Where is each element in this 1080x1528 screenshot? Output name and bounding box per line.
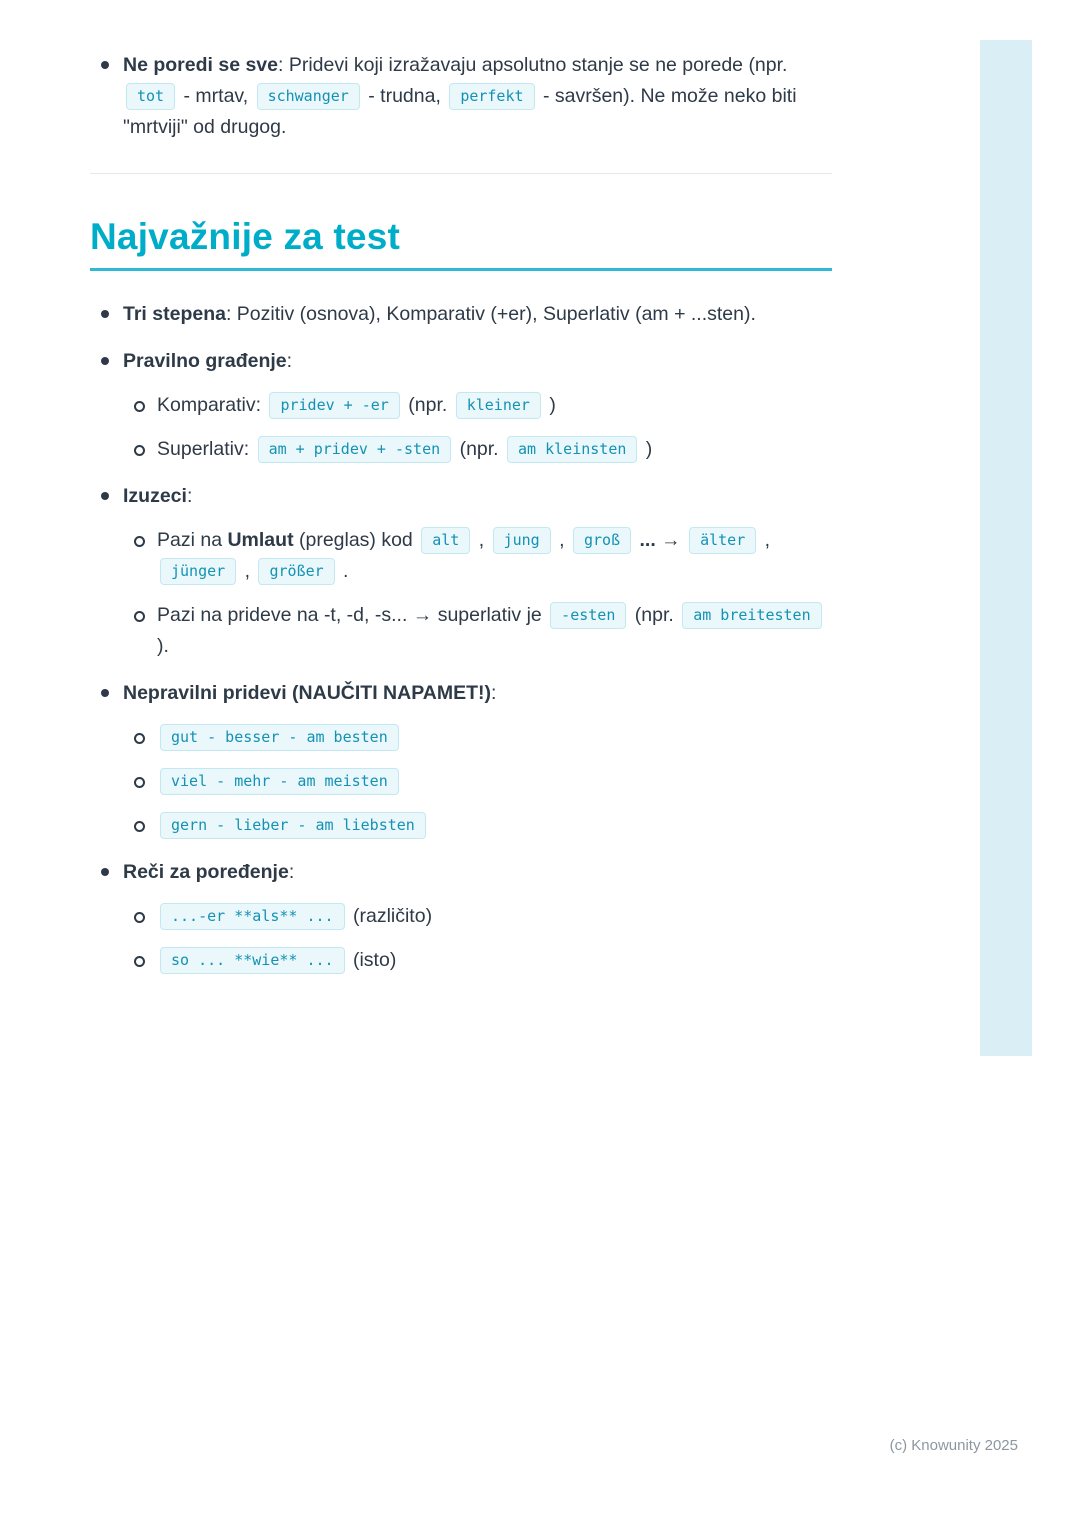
sub-bullet-item xyxy=(90,722,832,753)
item-text xyxy=(123,303,756,325)
text-run: (npr. xyxy=(402,394,453,416)
bullet-circle-marker xyxy=(134,912,145,923)
bullet-dot-marker xyxy=(101,357,109,365)
item-text xyxy=(157,394,556,416)
text-run: : xyxy=(186,485,193,507)
code-chip: am + pridev + -sten xyxy=(258,436,452,463)
item-text xyxy=(157,726,402,748)
bullet-item xyxy=(90,678,832,709)
bullet-circle-marker xyxy=(134,445,145,456)
section-title: Najvažnije za test xyxy=(90,216,401,257)
code-chip: älter xyxy=(689,527,756,554)
code-chip: so ... **wie** ... xyxy=(160,947,345,974)
item-text xyxy=(157,905,432,927)
sub-bullet-item xyxy=(90,390,832,421)
text-run: ). xyxy=(157,635,169,657)
bullet-dot-marker xyxy=(101,61,109,69)
code-chip: jünger xyxy=(160,558,236,585)
side-strip xyxy=(980,40,1032,1056)
bold-text: Reči za poređenje xyxy=(123,861,289,883)
sub-bullet-item xyxy=(90,901,832,932)
code-chip: gern - lieber - am liebsten xyxy=(160,812,426,839)
text-run: Komparativ: xyxy=(157,394,267,416)
bullet-circle-marker xyxy=(134,821,145,832)
text-run: (različito) xyxy=(347,905,433,927)
text-run: - mrtav, xyxy=(178,85,254,107)
bold-text: Pravilno građenje xyxy=(123,350,287,372)
bold-text: Ne poredi se sve xyxy=(123,54,278,76)
item-text xyxy=(157,814,429,836)
code-chip: kleiner xyxy=(456,392,541,419)
text-run: Superlativ: xyxy=(157,438,255,460)
text-run: , xyxy=(553,529,570,551)
code-chip: alt xyxy=(421,527,470,554)
item-text xyxy=(123,350,292,372)
bold-text: Nepravilni pridevi (NAUČITI NAPAMET!) xyxy=(123,682,491,704)
code-chip: groß xyxy=(573,527,631,554)
item-text xyxy=(157,604,825,657)
text-run: Pazi na prideve na -t, -d, -s... → superlativ je xyxy=(157,604,548,626)
item-text xyxy=(157,949,396,971)
text-run: (preglas) kod xyxy=(293,529,419,551)
text-run: (npr. xyxy=(454,438,505,460)
item-text xyxy=(123,485,192,507)
bullet-dot-marker xyxy=(101,492,109,500)
text-run: (npr. xyxy=(629,604,680,626)
bullet-item xyxy=(90,50,832,143)
code-chip: ...-er **als** ... xyxy=(160,903,345,930)
code-chip: gut - besser - am besten xyxy=(160,724,399,751)
code-chip: viel - mehr - am meisten xyxy=(160,768,399,795)
bullet-circle-marker xyxy=(134,956,145,967)
sub-bullet-item xyxy=(90,525,832,587)
intro-list xyxy=(90,50,832,143)
text-run: : xyxy=(288,861,295,883)
code-chip: tot xyxy=(126,83,175,110)
bullet-circle-marker xyxy=(134,777,145,788)
sub-bullet-item xyxy=(90,600,832,662)
text-run: → xyxy=(655,529,687,551)
bold-text: Umlaut xyxy=(227,529,294,551)
sub-bullet-item xyxy=(90,766,832,797)
sub-bullet-item xyxy=(90,945,832,976)
text-run: : xyxy=(286,350,293,372)
item-text xyxy=(123,54,797,138)
text-run: - savršen). Ne može neko biti "mrtviji" od drugog. xyxy=(123,85,797,138)
item-text xyxy=(123,682,496,704)
bullet-circle-marker xyxy=(134,733,145,744)
bullet-dot-marker xyxy=(101,868,109,876)
item-text xyxy=(157,770,402,792)
bullet-dot-marker xyxy=(101,310,109,318)
bullet-item xyxy=(90,857,832,888)
code-chip: am breitesten xyxy=(682,602,821,629)
text-run: , xyxy=(473,529,490,551)
content-column xyxy=(90,50,832,989)
text-run: ) xyxy=(640,438,653,460)
footer-credit: (c) Knowunity 2025 xyxy=(889,1437,1018,1454)
bullet-item xyxy=(90,346,832,377)
text-run: : Pozitiv (osnova), Komparativ (+er), Superlativ (am + ...sten). xyxy=(225,303,756,325)
bullet-item xyxy=(90,299,832,330)
item-text xyxy=(157,438,652,460)
bold-text: ... xyxy=(634,529,656,551)
item-text xyxy=(123,861,294,883)
text-run: ) xyxy=(543,394,556,416)
code-chip: perfekt xyxy=(449,83,534,110)
code-chip: -esten xyxy=(550,602,626,629)
text-run: , xyxy=(759,529,771,551)
bold-text: Tri stepena xyxy=(123,303,226,325)
bullet-circle-marker xyxy=(134,611,145,622)
item-text xyxy=(157,529,770,582)
text-run: (isto) xyxy=(347,949,397,971)
section-divider xyxy=(90,173,832,174)
code-chip: pridev + -er xyxy=(269,392,399,419)
bullet-circle-marker xyxy=(134,401,145,412)
main-list xyxy=(90,299,832,976)
text-run: , xyxy=(239,560,256,582)
title-underline xyxy=(90,268,832,271)
bullet-item xyxy=(90,481,832,512)
bullet-circle-marker xyxy=(134,536,145,547)
code-chip: am kleinsten xyxy=(507,436,637,463)
sub-bullet-item xyxy=(90,434,832,465)
sub-bullet-item xyxy=(90,810,832,841)
text-run: - trudna, xyxy=(362,85,447,107)
text-run: Pazi na xyxy=(157,529,228,551)
code-chip: jung xyxy=(493,527,551,554)
text-run: : xyxy=(491,682,497,704)
code-chip: größer xyxy=(258,558,334,585)
text-run: . xyxy=(337,560,349,582)
text-run: : Pridevi koji izražavaju apsolutno stanje se ne porede (npr. xyxy=(278,54,788,76)
bold-text: Izuzeci xyxy=(123,485,187,507)
bullet-dot-marker xyxy=(101,689,109,697)
code-chip: schwanger xyxy=(257,83,360,110)
